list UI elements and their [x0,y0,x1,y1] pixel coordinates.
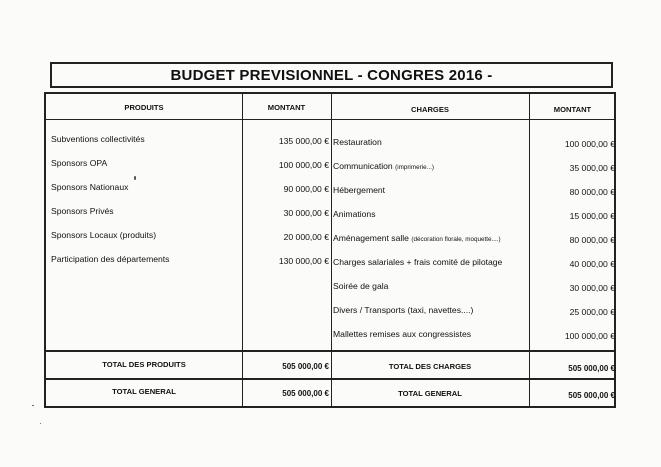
charge-label: Aménagement salle (décoration florale, moquette....) [333,233,501,243]
header-produits: PRODUITS [124,103,164,112]
charge-amount: 80 000,00 € [569,187,615,197]
charge-label: Restauration [333,137,382,147]
produit-amount: 20 000,00 € [283,232,329,242]
total-general-left-amount: 505 000,00 € [282,389,329,398]
budget-table [44,92,616,408]
charge-label: Soirée de gala [333,281,389,291]
produit-amount: 30 000,00 € [283,208,329,218]
total-general-right-label: TOTAL GENERAL [398,389,462,398]
total-charges-amount: 505 000,00 € [568,364,615,373]
produit-amount: 100 000,00 € [278,160,329,170]
col-divider [331,94,332,406]
charge-label: Animations [333,209,376,219]
scan-speck [40,423,41,424]
charge-note: (décoration florale, moquette....) [411,236,501,243]
produit-label: Sponsors OPA [51,158,108,168]
page-title [50,62,613,88]
header-montant-produits: MONTANT [267,103,306,112]
charge-amount: 100 000,00 € [564,331,615,341]
charge-amount: 25 000,00 € [569,307,615,317]
charge-amount: 80 000,00 € [569,235,615,245]
title-text: BUDGET PREVISIONNEL - CONGRES 2016 - [170,66,493,84]
charge-amount: 30 000,00 € [569,283,615,293]
charge-label: Charges salariales + frais comité de pilotage [333,257,503,267]
produit-amount: 135 000,00 € [278,136,329,146]
charge-note: (imprimerie...) [395,164,434,171]
header-charges: CHARGES [411,105,449,114]
charge-label: Communication (imprimerie...) [333,161,434,171]
charge-label: Mallettes remises aux congressistes [333,329,472,339]
scan-speck [32,405,34,406]
charge-label: Hébergement [333,185,386,195]
total-general-right-amount: 505 000,00 € [568,391,615,400]
scan-speck [134,176,136,180]
general-divider [46,378,614,380]
charge-label: Divers / Transports (taxi, navettes....) [333,305,474,315]
total-general-left-label: TOTAL GENERAL [112,387,176,396]
total-produits-label: TOTAL DES PRODUITS [102,360,186,369]
produit-label: Sponsors Locaux (produits) [51,230,157,240]
header-divider [46,119,614,120]
produit-label: Subventions collectivités [51,134,145,144]
produit-label: Sponsors Nationaux [51,182,129,192]
charge-amount: 40 000,00 € [569,259,615,269]
produit-amount: 90 000,00 € [283,184,329,194]
produit-label: Sponsors Privés [51,206,114,216]
totals-divider [46,350,614,352]
charge-amount: 100 000,00 € [564,139,615,149]
header-montant-charges: MONTANT [553,105,592,114]
produit-amount: 130 000,00 € [278,256,329,266]
total-charges-label: TOTAL DES CHARGES [388,362,472,371]
produit-label: Participation des départements [51,254,170,264]
total-produits-amount: 505 000,00 € [282,362,329,371]
charge-amount: 35 000,00 € [569,163,615,173]
charge-amount: 15 000,00 € [569,211,615,221]
